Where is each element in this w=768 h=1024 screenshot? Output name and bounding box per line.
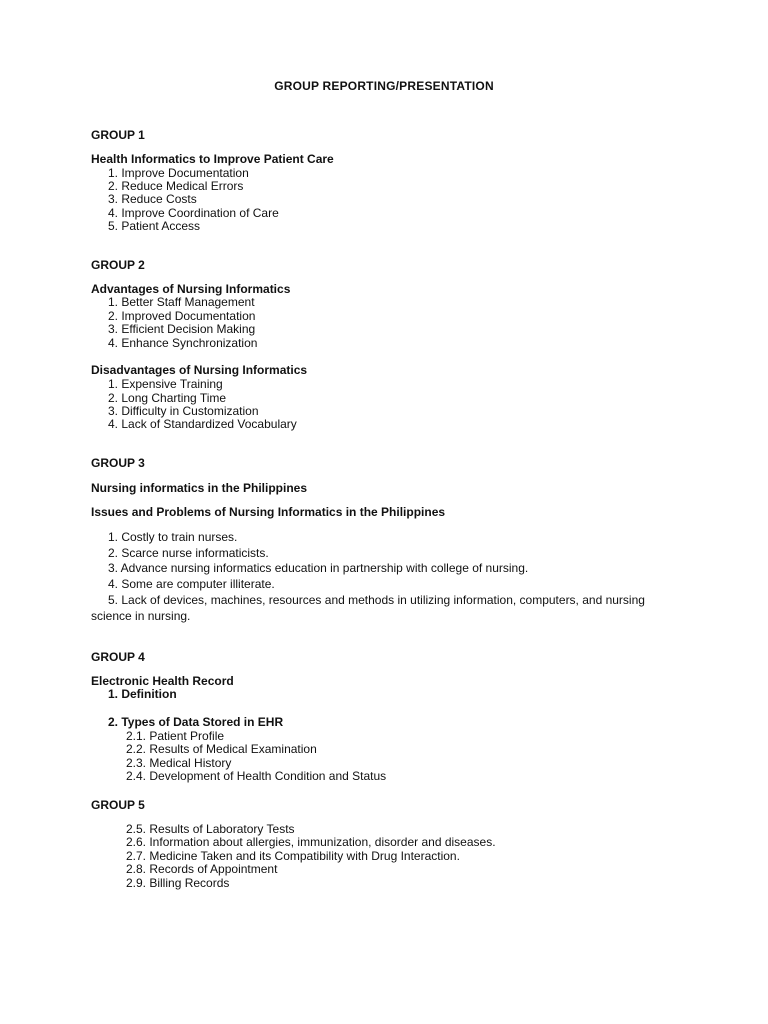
list-item: 2.4. Development of Health Condition and Status xyxy=(126,769,387,783)
group1-label: GROUP 1 xyxy=(91,128,145,142)
list-item: 2.8. Records of Appointment xyxy=(126,862,278,876)
list-item: 2. Improved Documentation xyxy=(108,309,256,323)
group5-label: GROUP 5 xyxy=(91,798,145,812)
list-item: 2. Reduce Medical Errors xyxy=(108,179,244,193)
list-item: 2.6. Information about allergies, immunization, disorder and diseases. xyxy=(126,835,496,849)
group4-subheading-definition: 1. Definition xyxy=(108,687,177,701)
list-item: 2. Long Charting Time xyxy=(108,391,227,405)
list-item: 1. Costly to train nurses. xyxy=(108,530,238,544)
group4-subheading-types: 2. Types of Data Stored in EHR xyxy=(108,715,284,729)
list-item: 2. Scarce nurse informaticists. xyxy=(108,546,269,560)
group4-heading: Electronic Health Record xyxy=(91,674,234,688)
list-item: 2.7. Medicine Taken and its Compatibility with Drug Interaction. xyxy=(126,849,460,863)
group3-label: GROUP 3 xyxy=(91,456,145,470)
list-item-continuation: science in nursing. xyxy=(91,609,191,623)
list-item: 5. Patient Access xyxy=(108,219,201,233)
list-item: 1. Expensive Training xyxy=(108,377,223,391)
group2-disadvantages-heading: Disadvantages of Nursing Informatics xyxy=(91,363,308,377)
list-item: 2.5. Results of Laboratory Tests xyxy=(126,822,295,836)
group1-heading: Health Informatics to Improve Patient Care xyxy=(91,152,334,166)
list-item: 4. Lack of Standardized Vocabulary xyxy=(108,417,297,431)
list-item: 4. Improve Coordination of Care xyxy=(108,206,279,220)
group3-heading-1: Nursing informatics in the Philippines xyxy=(91,481,308,495)
list-item: 2.3. Medical History xyxy=(126,756,232,770)
page-title: GROUP REPORTING/PRESENTATION xyxy=(274,79,494,93)
group2-advantages-heading: Advantages of Nursing Informatics xyxy=(91,282,291,296)
list-item: 2.9. Billing Records xyxy=(126,876,230,890)
group4-label: GROUP 4 xyxy=(91,650,145,664)
list-item: 3. Advance nursing informatics education in partnership with college of nursing. xyxy=(108,561,529,575)
list-item: 3. Efficient Decision Making xyxy=(108,322,256,336)
list-item: 4. Some are computer illiterate. xyxy=(108,577,275,591)
group2-label: GROUP 2 xyxy=(91,258,145,272)
list-item: 1. Better Staff Management xyxy=(108,295,255,309)
list-item: 5. Lack of devices, machines, resources and methods in utilizing information, computers, and nursing xyxy=(108,593,645,607)
list-item: 2.2. Results of Medical Examination xyxy=(126,742,317,756)
group3-heading-2: Issues and Problems of Nursing Informatics in the Philippines xyxy=(91,505,446,519)
list-item: 1. Improve Documentation xyxy=(108,166,249,180)
list-item: 2.1. Patient Profile xyxy=(126,729,225,743)
list-item: 4. Enhance Synchronization xyxy=(108,336,258,350)
list-item: 3. Reduce Costs xyxy=(108,192,197,206)
list-item: 3. Difficulty in Customization xyxy=(108,404,259,418)
